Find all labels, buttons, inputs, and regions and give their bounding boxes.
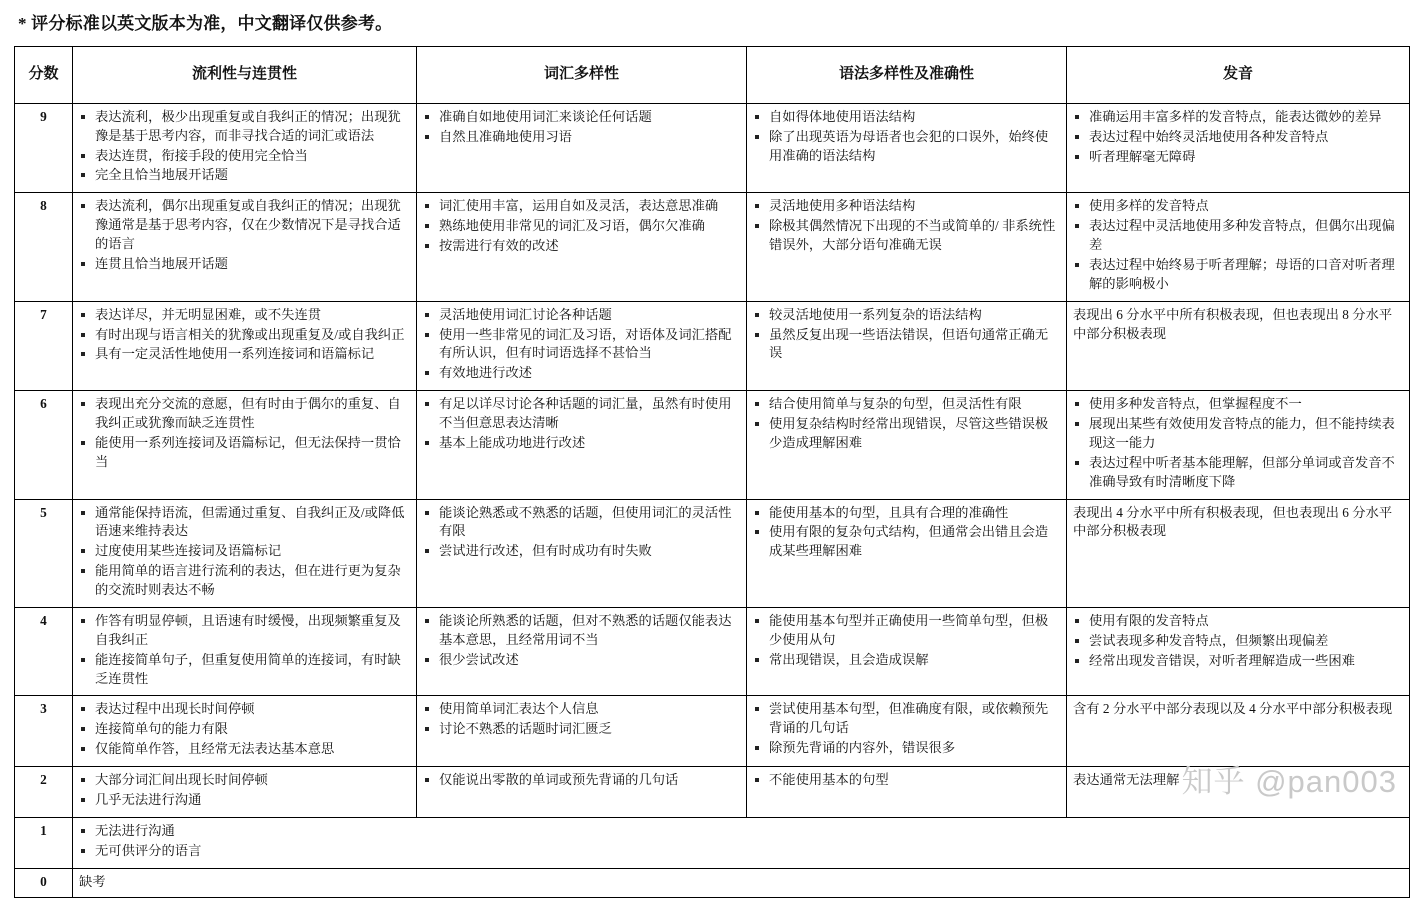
table-row xyxy=(15,817,1410,868)
fluency-cell xyxy=(73,391,417,499)
descriptor-item: 连接简单句的能力有限 xyxy=(79,720,410,739)
descriptor-list xyxy=(753,612,1060,670)
descriptor-item: 使用多种发音特点，但掌握程度不一 xyxy=(1073,395,1403,414)
grammar-cell xyxy=(747,499,1067,607)
descriptor-item: 使用有限的复杂句式结构，但通常会出错且会造成某些理解困难 xyxy=(753,523,1060,561)
descriptor-list xyxy=(423,108,740,147)
descriptor-item: 使用简单词汇表达个人信息 xyxy=(423,700,740,719)
bullet-square-icon xyxy=(81,778,85,782)
descriptor-item: 听者理解毫无障碍 xyxy=(1073,148,1403,167)
descriptor-list xyxy=(79,504,410,600)
pronunciation-cell xyxy=(1067,193,1410,301)
bullet-square-icon xyxy=(1075,402,1079,406)
descriptor-item: 经常出现发音错误，对听者理解造成一些困难 xyxy=(1073,652,1403,671)
bullet-square-icon xyxy=(425,244,429,248)
descriptor-item: 表达详尽，并无明显困难，或不失连贯 xyxy=(79,306,410,325)
bullet-square-icon xyxy=(755,313,759,317)
fluency-cell xyxy=(73,103,417,193)
bullet-square-icon xyxy=(81,352,85,356)
descriptor-list xyxy=(79,771,410,810)
score-cell: 4 xyxy=(15,607,73,696)
descriptor-list xyxy=(1073,108,1403,167)
lexical-cell xyxy=(417,767,747,818)
fluency-cell xyxy=(73,767,417,818)
descriptor-item: 除预先背诵的内容外，错误很多 xyxy=(753,739,1060,758)
descriptor-list xyxy=(423,700,740,739)
descriptor-text: 表达通常无法理解 xyxy=(1073,772,1180,788)
grammar-cell xyxy=(747,767,1067,818)
table-header-row xyxy=(15,46,1410,103)
descriptor-item: 常出现错误，且会造成误解 xyxy=(753,651,1060,670)
fluency-cell xyxy=(73,696,417,767)
watermark: 知乎 @pan003 xyxy=(1181,764,1397,799)
bullet-square-icon xyxy=(755,658,759,662)
bullet-square-icon xyxy=(81,849,85,853)
lexical-cell xyxy=(417,103,747,193)
descriptor-item: 作答有明显停顿，且语速有时缓慢，出现频繁重复及自我纠正 xyxy=(79,612,410,650)
bullet-square-icon xyxy=(81,173,85,177)
bullet-square-icon xyxy=(755,224,759,228)
bullet-square-icon xyxy=(755,115,759,119)
pronunciation-cell xyxy=(1067,607,1410,696)
descriptor-item: 使用一些非常见的词汇及习语，对语体及词汇搭配有所认识，但有时词语选择不甚恰当 xyxy=(423,326,740,364)
pronunciation-cell xyxy=(1067,767,1410,818)
score-cell: 6 xyxy=(15,391,73,499)
table-row xyxy=(15,301,1410,391)
score-cell: 2 xyxy=(15,767,73,818)
bullet-square-icon xyxy=(755,204,759,208)
column-header-lexical: 词汇多样性 xyxy=(417,46,747,103)
bullet-square-icon xyxy=(81,747,85,751)
descriptor-item: 尝试进行改述，但有时成功有时失败 xyxy=(423,542,740,561)
bullet-square-icon xyxy=(425,313,429,317)
descriptor-list xyxy=(423,197,740,256)
bullet-square-icon xyxy=(81,154,85,158)
bullet-square-icon xyxy=(81,313,85,317)
pronunciation-cell xyxy=(1067,301,1410,391)
descriptor-text: 缺考 xyxy=(79,873,106,889)
descriptor-item: 能谈论熟悉或不熟悉的话题，但使用词汇的灵活性有限 xyxy=(423,504,740,542)
table-row xyxy=(15,391,1410,499)
descriptor-list xyxy=(79,197,410,274)
bullet-square-icon xyxy=(425,371,429,375)
table-row xyxy=(15,696,1410,767)
lexical-cell xyxy=(417,696,747,767)
descriptor-item: 表达流利，偶尔出现重复或自我纠正的情况；出现犹豫通常是基于思考内容，仅在少数情况下是寻找合适的语言 xyxy=(79,197,410,254)
descriptor-list xyxy=(753,700,1060,758)
descriptor-item: 按需进行有效的改述 xyxy=(423,237,740,256)
descriptor-item: 几乎无法进行沟通 xyxy=(79,791,410,810)
fluency-cell xyxy=(73,607,417,696)
descriptor-item: 表达过程中始终灵活地使用各种发音特点 xyxy=(1073,128,1403,147)
table-row xyxy=(15,499,1410,607)
bullet-square-icon xyxy=(1075,224,1079,228)
bullet-square-icon xyxy=(425,441,429,445)
bullet-square-icon xyxy=(755,746,759,750)
descriptor-item: 能使用基本句型并正确使用一些简单句型，但极少使用从句 xyxy=(753,612,1060,650)
bullet-square-icon xyxy=(1075,204,1079,208)
descriptor-item: 连贯且恰当地展开话题 xyxy=(79,255,410,274)
descriptor-item: 大部分词汇间出现长时间停顿 xyxy=(79,771,410,790)
bullet-square-icon xyxy=(755,422,759,426)
speaking-band-descriptors-table xyxy=(14,46,1410,898)
bullet-square-icon xyxy=(425,224,429,228)
descriptor-item: 灵活地使用多种语法结构 xyxy=(753,197,1060,216)
bullet-square-icon xyxy=(425,333,429,337)
descriptor-item: 表达过程中出现长时间停顿 xyxy=(79,700,410,719)
bullet-square-icon xyxy=(425,511,429,515)
descriptor-item: 自然且准确地使用习语 xyxy=(423,128,740,147)
bullet-square-icon xyxy=(1075,155,1079,159)
table-row xyxy=(15,607,1410,696)
bullet-square-icon xyxy=(755,333,759,337)
fluency-cell xyxy=(73,499,417,607)
bullet-square-icon xyxy=(81,727,85,731)
descriptor-item: 准确运用丰富多样的发音特点，能表达微妙的差异 xyxy=(1073,108,1403,127)
descriptor-list xyxy=(753,395,1060,453)
table-row xyxy=(15,767,1410,818)
column-header-score: 分数 xyxy=(15,46,73,103)
pronunciation-cell xyxy=(1067,391,1410,499)
column-header-pronunciation: 发音 xyxy=(1067,46,1410,103)
descriptor-item: 使用复杂结构时经常出现错误，尽管这些错误极少造成理解困难 xyxy=(753,415,1060,453)
lexical-cell xyxy=(417,607,747,696)
descriptor-item: 除了出现英语为母语者也会犯的口误外，始终使用准确的语法结构 xyxy=(753,128,1060,166)
descriptor-item: 尝试使用基本句型，但准确度有限，或依赖预先背诵的几句话 xyxy=(753,700,1060,738)
bullet-square-icon xyxy=(425,658,429,662)
descriptor-item: 基本上能成功地进行改述 xyxy=(423,434,740,453)
descriptor-item: 准确自如地使用词汇来谈论任何话题 xyxy=(423,108,740,127)
bullet-square-icon xyxy=(755,402,759,406)
column-header-fluency: 流利性与连贯性 xyxy=(73,46,417,103)
descriptor-item: 讨论不熟悉的话题时词汇匮乏 xyxy=(423,720,740,739)
grammar-cell xyxy=(747,391,1067,499)
score-cell: 8 xyxy=(15,193,73,301)
descriptor-item: 结合使用简单与复杂的句型，但灵活性有限 xyxy=(753,395,1060,414)
bullet-square-icon xyxy=(425,619,429,623)
bullet-square-icon xyxy=(755,619,759,623)
fluency-cell xyxy=(73,301,417,391)
pronunciation-cell xyxy=(1067,499,1410,607)
descriptor-list xyxy=(1073,197,1403,293)
descriptor-item: 虽然反复出现一些语法错误，但语句通常正确无误 xyxy=(753,326,1060,364)
descriptor-list xyxy=(1073,395,1403,491)
bullet-square-icon xyxy=(81,619,85,623)
descriptor-list xyxy=(79,108,410,186)
descriptor-item: 较灵活地使用一系列复杂的语法结构 xyxy=(753,306,1060,325)
descriptor-item: 仅能简单作答，且经常无法表达基本意思 xyxy=(79,740,410,759)
descriptor-item: 仅能说出零散的单词或预先背诵的几句话 xyxy=(423,771,740,790)
merged-descriptor-cell xyxy=(73,868,1410,898)
grammar-cell xyxy=(747,103,1067,193)
lexical-cell xyxy=(417,499,747,607)
score-cell: 0 xyxy=(15,868,73,898)
descriptor-list xyxy=(79,822,1403,861)
descriptor-list xyxy=(753,306,1060,364)
descriptor-item: 通常能保持语流，但需通过重复、自我纠正及/或降低语速来维持表达 xyxy=(79,504,410,542)
descriptor-item: 过度使用某些连接词及语篇标记 xyxy=(79,542,410,561)
lexical-cell xyxy=(417,193,747,301)
descriptor-list xyxy=(753,197,1060,255)
descriptor-list xyxy=(423,771,740,790)
descriptor-list xyxy=(423,395,740,453)
descriptor-item: 熟练地使用非常见的词汇及习语，偶尔欠准确 xyxy=(423,217,740,236)
descriptor-item: 表达过程中灵活地使用多种发音特点，但偶尔出现偏差 xyxy=(1073,217,1403,255)
bullet-square-icon xyxy=(81,829,85,833)
bullet-square-icon xyxy=(755,511,759,515)
descriptor-item: 能使用基本的句型，且具有合理的准确性 xyxy=(753,504,1060,523)
bullet-square-icon xyxy=(81,569,85,573)
descriptor-item: 能使用一系列连接词及语篇标记，但无法保持一贯恰当 xyxy=(79,434,410,472)
table-row xyxy=(15,193,1410,301)
grammar-cell xyxy=(747,607,1067,696)
bullet-square-icon xyxy=(425,115,429,119)
fluency-cell xyxy=(73,193,417,301)
table-body xyxy=(15,103,1410,898)
bullet-square-icon xyxy=(1075,422,1079,426)
descriptor-item: 无可供评分的语言 xyxy=(79,842,1403,861)
descriptor-text: 表现出 4 分水平中所有积极表现，但也表现出 6 分水平中部分积极表现 xyxy=(1073,504,1393,539)
descriptor-item: 表达过程中始终易于听者理解；母语的口音对听者理解的影响极小 xyxy=(1073,256,1403,294)
score-cell: 9 xyxy=(15,103,73,193)
bullet-square-icon xyxy=(1075,263,1079,267)
bullet-square-icon xyxy=(755,530,759,534)
descriptor-list xyxy=(753,504,1060,562)
bullet-square-icon xyxy=(1075,461,1079,465)
descriptor-item: 自如得体地使用语法结构 xyxy=(753,108,1060,127)
descriptor-item: 表达连贯，衔接手段的使用完全恰当 xyxy=(79,147,410,166)
descriptor-item: 有效地进行改述 xyxy=(423,364,740,383)
bullet-square-icon xyxy=(755,707,759,711)
descriptor-item: 具有一定灵活性地使用一系列连接词和语篇标记 xyxy=(79,345,410,364)
table-row xyxy=(15,868,1410,898)
bullet-square-icon xyxy=(425,727,429,731)
descriptor-item: 能用简单的语言进行流利的表达，但在进行更为复杂的交流时则表达不畅 xyxy=(79,562,410,600)
bullet-square-icon xyxy=(1075,135,1079,139)
descriptor-item: 除极其偶然情况下出现的不当或简单的/ 非系统性错误外，大部分语句准确无误 xyxy=(753,217,1060,255)
bullet-square-icon xyxy=(81,262,85,266)
descriptor-list xyxy=(79,700,410,759)
lexical-cell xyxy=(417,391,747,499)
score-cell: 5 xyxy=(15,499,73,607)
descriptor-list xyxy=(423,306,740,384)
grammar-cell xyxy=(747,301,1067,391)
score-cell: 3 xyxy=(15,696,73,767)
bullet-square-icon xyxy=(425,135,429,139)
descriptor-item: 不能使用基本的句型 xyxy=(753,771,1060,790)
descriptor-item: 使用多样的发音特点 xyxy=(1073,197,1403,216)
descriptor-item: 能谈论所熟悉的话题，但对不熟悉的话题仅能表达基本意思，且经常用词不当 xyxy=(423,612,740,650)
bullet-square-icon xyxy=(81,658,85,662)
bullet-square-icon xyxy=(81,707,85,711)
bullet-square-icon xyxy=(425,707,429,711)
grammar-cell xyxy=(747,193,1067,301)
bullet-square-icon xyxy=(81,798,85,802)
descriptor-list xyxy=(79,395,410,472)
descriptor-item: 完全且恰当地展开话题 xyxy=(79,166,410,185)
bullet-square-icon xyxy=(425,402,429,406)
descriptor-list xyxy=(423,612,740,670)
descriptor-item: 很少尝试改述 xyxy=(423,651,740,670)
descriptor-item: 能连接简单句子，但重复使用简单的连接词，有时缺乏连贯性 xyxy=(79,651,410,689)
bullet-square-icon xyxy=(81,441,85,445)
bullet-square-icon xyxy=(81,115,85,119)
grammar-cell xyxy=(747,696,1067,767)
pronunciation-cell xyxy=(1067,696,1410,767)
descriptor-text: 表现出 6 分水平中所有积极表现，但也表现出 8 分水平中部分积极表现 xyxy=(1073,306,1393,341)
descriptor-list xyxy=(423,504,740,562)
pronunciation-cell xyxy=(1067,103,1410,193)
bullet-square-icon xyxy=(1075,659,1079,663)
bullet-square-icon xyxy=(755,135,759,139)
lexical-cell xyxy=(417,301,747,391)
descriptor-list xyxy=(79,612,410,689)
descriptor-list xyxy=(753,771,1060,790)
merged-descriptor-cell xyxy=(73,817,1410,868)
descriptor-item: 灵活地使用词汇讨论各种话题 xyxy=(423,306,740,325)
bullet-square-icon xyxy=(81,549,85,553)
descriptor-list xyxy=(753,108,1060,166)
column-header-grammar: 语法多样性及准确性 xyxy=(747,46,1067,103)
descriptor-item: 使用有限的发音特点 xyxy=(1073,612,1403,631)
descriptor-text: 含有 2 分水平中部分表现以及 4 分水平中部分积极表现 xyxy=(1073,701,1393,717)
bullet-square-icon xyxy=(81,204,85,208)
bullet-square-icon xyxy=(425,204,429,208)
table-row xyxy=(15,103,1410,193)
bullet-square-icon xyxy=(1075,619,1079,623)
descriptor-item: 有足以详尽讨论各种话题的词汇量，虽然有时使用不当但意思表达清晰 xyxy=(423,395,740,433)
footnote-english-version: * 评分标准以英文版本为准，中文翻译仅供参考。 xyxy=(18,14,393,33)
score-cell: 7 xyxy=(15,301,73,391)
descriptor-item: 表达流利，极少出现重复或自我纠正的情况；出现犹豫是基于思考内容，而非寻找合适的词汇或语法 xyxy=(79,108,410,146)
bullet-square-icon xyxy=(81,402,85,406)
descriptor-list xyxy=(1073,612,1403,671)
bullet-square-icon xyxy=(81,333,85,337)
bullet-square-icon xyxy=(425,778,429,782)
bullet-square-icon xyxy=(755,778,759,782)
descriptor-item: 表现出充分交流的意愿，但有时由于偶尔的重复、自我纠正或犹豫而缺乏连贯性 xyxy=(79,395,410,433)
bullet-square-icon xyxy=(1075,115,1079,119)
bullet-square-icon xyxy=(425,549,429,553)
descriptor-item: 尝试表现多种发音特点，但频繁出现偏差 xyxy=(1073,632,1403,651)
descriptor-item: 表达过程中听者基本能理解，但部分单词或音发音不准确导致有时清晰度下降 xyxy=(1073,454,1403,492)
bullet-square-icon xyxy=(81,511,85,515)
bullet-square-icon xyxy=(1075,639,1079,643)
descriptor-item: 展现出某些有效使用发音特点的能力，但不能持续表现这一能力 xyxy=(1073,415,1403,453)
descriptor-item: 有时出现与语言相关的犹豫或出现重复及/或自我纠正 xyxy=(79,326,410,345)
score-cell: 1 xyxy=(15,817,73,868)
descriptor-item: 无法进行沟通 xyxy=(79,822,1403,841)
descriptor-item: 词汇使用丰富，运用自如及灵活，表达意思准确 xyxy=(423,197,740,216)
descriptor-list xyxy=(79,306,410,365)
